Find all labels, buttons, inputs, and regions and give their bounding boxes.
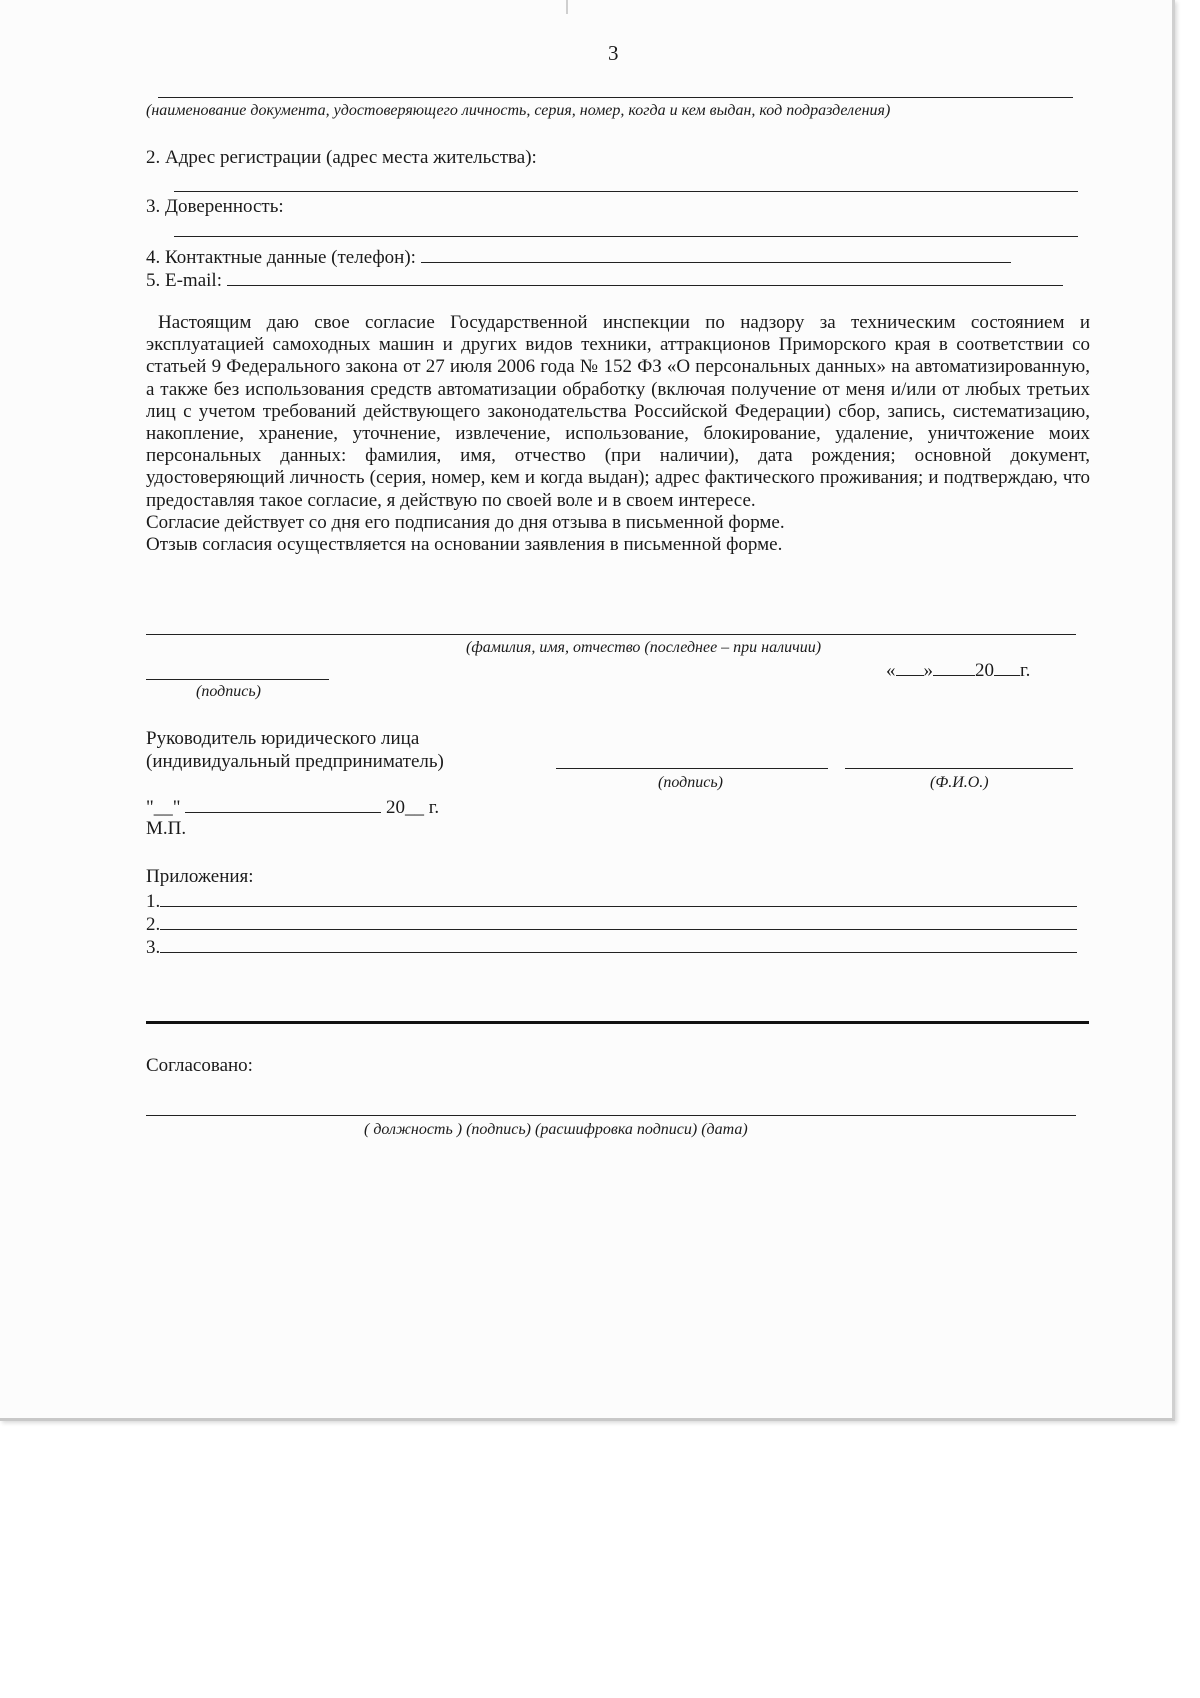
- consent-date: [886, 658, 1030, 682]
- section-divider: [146, 1021, 1089, 1024]
- date-year-line[interactable]: [994, 658, 1020, 676]
- consent-paragraph: Настоящим даю свое согласие Государственной инспекции по надзору за техническим состоянием и эксплуатацией самоходных машин и других видов техники, аттракционов Приморского края в соответствии со статьей 9 Федерального закона от 27 июля 2006 года № 152 ФЗ «О персональных данных» на автоматизированную, а также без использования средств автоматизации обработку (включая получение от меня и/или от любых третьих лиц с учетом требований действующего законодательства Российской Федерации) сбор, запись, систематизацию, накопление, хранение, уточнение, извлечение, использование, блокирование, удаление, уничтожение моих персональных данных: фамилия, имя, отчество (при наличии), дата рождения; основной документ, удостоверяющий личность (серия, номер, кем и когда выдан); адрес фактического проживания; и подтверждаю, что предоставляя такое согласие, я действую по своей воле и в своем интересе.: [146, 312, 1090, 511]
- phone-label-text: 4. Контактные данные (телефон):: [146, 247, 416, 268]
- date-year-prefix: 20: [975, 660, 994, 681]
- approval-caption: ( должность ) (подпись) (расшифровка подписи) (дата): [364, 1121, 748, 1138]
- head-date: [146, 795, 439, 819]
- field-phone-label: [146, 245, 1011, 269]
- head-title-line2: (индивидуальный предприниматель): [146, 751, 444, 772]
- attachments-title: Приложения:: [146, 866, 254, 887]
- signature-line[interactable]: [146, 679, 329, 680]
- date-day-line[interactable]: [896, 658, 924, 676]
- consent-text-block: [146, 312, 1090, 556]
- head-signature-caption: (подпись): [658, 774, 723, 791]
- scan-artifact: [566, 0, 568, 14]
- attachment-item-2: [146, 912, 1077, 936]
- consent-revocation: Отзыв согласия осуществляется на основании заявления в письменной форме.: [146, 534, 783, 556]
- stamp-place: М.П.: [146, 818, 187, 839]
- email-label-text: 5. E-mail:: [146, 270, 222, 291]
- field-email-label: [146, 268, 1063, 292]
- attachment-item-number: 3.: [146, 937, 161, 958]
- head-title-line1: Руководитель юридического лица: [146, 728, 420, 749]
- attachment-item-3: [146, 935, 1077, 959]
- head-fio-caption: (Ф.И.О.): [930, 774, 989, 791]
- head-date-line[interactable]: [185, 795, 381, 813]
- attachment-item-1: [146, 889, 1077, 913]
- field-registration-address-label: 2. Адрес регистрации (адрес места жительства):: [146, 147, 537, 168]
- attachment-item-number: 2.: [146, 914, 161, 935]
- head-date-year: 20__ г.: [386, 797, 440, 818]
- head-signature-line[interactable]: [556, 768, 828, 769]
- date-open-quote: «: [886, 660, 896, 681]
- approval-line[interactable]: [146, 1115, 1076, 1116]
- email-input-line[interactable]: [227, 268, 1063, 286]
- power-of-attorney-line[interactable]: [174, 236, 1078, 237]
- date-month-line[interactable]: [933, 658, 975, 676]
- head-date-quote: "__": [146, 797, 181, 818]
- date-year-suffix: г.: [1020, 660, 1031, 681]
- attachment-item-number: 1.: [146, 891, 161, 912]
- fio-line[interactable]: [146, 634, 1076, 635]
- head-fio-line[interactable]: [845, 768, 1073, 769]
- date-close-quote: »: [923, 660, 933, 681]
- attachment-line[interactable]: [160, 889, 1077, 907]
- phone-input-line[interactable]: [421, 245, 1011, 263]
- fio-caption: (фамилия, имя, отчество (последнее – при наличии): [466, 639, 822, 656]
- approval-title: Согласовано:: [146, 1055, 253, 1076]
- field-power-of-attorney-label: 3. Доверенность:: [146, 196, 284, 217]
- attachment-line[interactable]: [160, 935, 1077, 953]
- attachment-line[interactable]: [160, 912, 1077, 930]
- registration-address-line[interactable]: [174, 191, 1078, 192]
- consent-validity: Согласие действует со дня его подписания до дня отзыва в письменной форме.: [146, 511, 785, 533]
- id-document-caption: (наименование документа, удостоверяющего личность, серия, номер, когда и кем выдан, код подразделения): [146, 102, 891, 119]
- page-number: 3: [608, 41, 619, 65]
- id-document-line[interactable]: [158, 97, 1073, 98]
- signature-caption: (подпись): [196, 683, 261, 700]
